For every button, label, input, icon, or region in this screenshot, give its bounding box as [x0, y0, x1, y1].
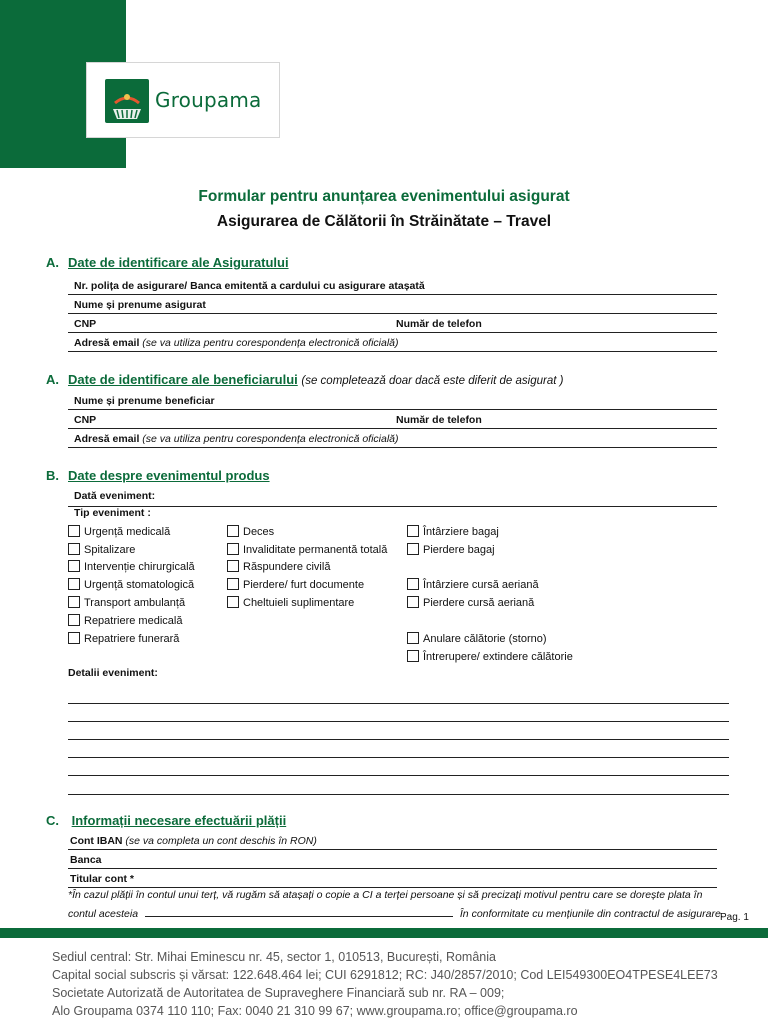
- section-title: Informații necesare efectuării plății: [71, 813, 287, 828]
- section-letter: C.: [46, 813, 59, 828]
- event-details-label: Detalii eveniment:: [68, 667, 158, 679]
- option-label: Cheltuieli suplimentare: [243, 597, 355, 609]
- option-label: Urgență medicală: [84, 526, 171, 538]
- iban-note: (se va completa un cont deschis în RON): [125, 835, 317, 847]
- beneficiary-name-label: Nume și prenume beneficiar: [74, 395, 215, 407]
- section-letter: B.: [46, 468, 59, 483]
- groupama-logo: [86, 62, 280, 138]
- checkbox-raspundere-civila[interactable]: [227, 560, 330, 574]
- phone-label: Număr de telefon: [396, 414, 482, 426]
- checkbox-icon[interactable]: [407, 596, 419, 608]
- checkbox-icon[interactable]: [68, 596, 80, 608]
- section-note: (se completează doar dacă este diferit de asigurat: [301, 375, 557, 387]
- company-footer: [52, 948, 718, 1020]
- checkbox-icon[interactable]: [68, 525, 80, 537]
- option-label: Pierdere cursă aeriană: [423, 597, 535, 609]
- product-title: Asigurarea de Călătorii în Străinătate – Travel: [216, 213, 552, 230]
- details-line-6[interactable]: [68, 794, 729, 795]
- option-label: Întârziere bagaj: [423, 526, 499, 538]
- logo-wordmark: Groupama: [155, 88, 262, 112]
- footer-address: Sediul central: Str. Mihai Eminescu nr. 45, sector 1, 010513, București, România: [52, 950, 496, 964]
- option-label: Anulare călătorie (storno): [423, 633, 547, 645]
- beneficiary-email-field[interactable]: [68, 429, 717, 448]
- insured-cnp-phone-row[interactable]: [68, 314, 717, 333]
- section-letter: A.: [46, 255, 59, 270]
- option-label: Repatriere medicală: [84, 615, 183, 627]
- footer-capital: Capital social subscris și vărsat: 122.648.464 lei; CUI 6291812; RC: J40/2857/2010; Cod LEI549300EO4TPESE4LEE73: [52, 968, 718, 982]
- iban-label: Cont IBAN: [70, 835, 123, 847]
- email-label: Adresă email: [74, 337, 140, 349]
- checkbox-intarziere-bagaj[interactable]: [407, 525, 499, 539]
- checkbox-icon[interactable]: [407, 543, 419, 555]
- checkbox-pierdere-bagaj[interactable]: [407, 543, 495, 557]
- option-label: Pierdere/ furt documente: [243, 579, 365, 591]
- option-label: Repatriere funerară: [84, 633, 180, 645]
- checkbox-anulare-calatorie[interactable]: [407, 632, 547, 646]
- option-label: Întrerupere/ extindere călătorie: [423, 651, 573, 663]
- option-label: Răspundere civilă: [243, 561, 331, 573]
- footer-authorization: Societate Autorizată de Autoritatea de Supraveghere Financiară sub nr. RA – 009;: [52, 986, 505, 1000]
- checkbox-icon[interactable]: [68, 578, 80, 590]
- checkbox-pierdere-cursa[interactable]: [407, 596, 534, 610]
- option-label: Intervenție chirurgicală: [84, 561, 195, 573]
- footnote-prefix: contul acesteia: [68, 908, 139, 920]
- footer-green-bar: [0, 928, 768, 938]
- checkbox-deces[interactable]: [227, 525, 274, 539]
- beneficiary-cnp-phone-row[interactable]: [68, 410, 717, 429]
- account-holder-field[interactable]: [68, 869, 717, 888]
- beneficiary-name-field[interactable]: [68, 391, 717, 410]
- option-label: Deces: [243, 526, 275, 538]
- insured-name-field[interactable]: [68, 295, 717, 314]
- bank-label: Banca: [70, 854, 102, 866]
- checkbox-pierdere-documente[interactable]: [227, 578, 364, 592]
- option-label: Spitalizare: [84, 544, 136, 556]
- section-letter: A.: [46, 372, 59, 387]
- checkbox-icon[interactable]: [227, 543, 239, 555]
- email-note: (se va utiliza pentru corespondența electronică oficială): [142, 433, 399, 445]
- phone-label: Număr de telefon: [396, 318, 482, 330]
- email-label: Adresă email: [74, 433, 140, 445]
- checkbox-intrerupere-calatorie[interactable]: [407, 650, 573, 664]
- cnp-label: CNP: [74, 414, 97, 426]
- section-title: Date de identificare ale Asiguratului: [68, 255, 289, 270]
- section-c-header: [46, 813, 286, 828]
- bank-field[interactable]: [68, 850, 717, 869]
- checkbox-invaliditate[interactable]: [227, 543, 387, 557]
- third-party-footnote-line2: [68, 907, 724, 920]
- option-label: Pierdere bagaj: [423, 544, 495, 556]
- section-title: Date de identificare ale beneficiarului: [68, 372, 298, 387]
- details-line-4[interactable]: [68, 757, 729, 758]
- option-label: Transport ambulanță: [84, 597, 186, 609]
- checkbox-icon[interactable]: [227, 578, 239, 590]
- checkbox-icon[interactable]: [68, 543, 80, 555]
- third-party-footnote: *În cazul plății în contul unui terț, vă rugăm să atașați o copie a CI a terței persoane și să precizați motivul pentru care se dorește plata în: [68, 889, 703, 901]
- checkbox-icon[interactable]: [227, 596, 239, 608]
- details-line-5[interactable]: [68, 775, 729, 776]
- details-line-1[interactable]: [68, 703, 729, 704]
- insured-email-field[interactable]: [68, 333, 717, 352]
- policy-number-label: Nr. polița de asigurare/ Banca emitentă a cardului cu asigurare atașată: [74, 280, 425, 292]
- checkbox-icon[interactable]: [407, 650, 419, 662]
- checkbox-urgenta-stomatologica[interactable]: [68, 578, 194, 592]
- checkbox-icon[interactable]: [407, 525, 419, 537]
- section-a-beneficiary-header: [46, 372, 563, 387]
- event-date-label: Dată eveniment:: [74, 490, 156, 502]
- checkbox-repatriere-medicala[interactable]: [68, 614, 182, 628]
- event-type-label: Tip eveniment :: [74, 507, 151, 519]
- checkbox-icon[interactable]: [68, 560, 80, 572]
- policy-number-field[interactable]: [68, 276, 717, 295]
- details-line-2[interactable]: [68, 721, 729, 722]
- checkbox-spitalizare[interactable]: [68, 543, 135, 557]
- checkbox-interventie-chirurgicala[interactable]: [68, 560, 195, 574]
- section-title: Date despre evenimentul produs: [68, 468, 270, 483]
- checkbox-icon[interactable]: [68, 632, 80, 644]
- checkbox-icon[interactable]: [227, 525, 239, 537]
- iban-field[interactable]: [68, 831, 717, 850]
- checkbox-icon[interactable]: [407, 578, 419, 590]
- account-holder-label: Titular cont *: [70, 873, 134, 885]
- email-note: (se va utiliza pentru corespondența electronică oficială): [142, 337, 399, 349]
- option-label: Întârziere cursă aeriană: [423, 579, 539, 591]
- footnote-suffix: În conformitate cu mențiunile din contractul de asigurare.: [459, 908, 724, 920]
- checkbox-intarziere-cursa[interactable]: [407, 578, 539, 592]
- checkbox-icon[interactable]: [68, 614, 80, 626]
- checkbox-icon[interactable]: [407, 632, 419, 644]
- cnp-label: CNP: [74, 318, 97, 330]
- section-b-header: [46, 468, 270, 483]
- form-title: Formular pentru anunțarea evenimentului asigurat: [198, 188, 570, 205]
- insured-name-label: Nume și prenume asigurat: [74, 299, 206, 311]
- checkbox-icon[interactable]: [227, 560, 239, 572]
- page-number: Pag. 1: [720, 912, 749, 923]
- event-date-field[interactable]: [68, 488, 717, 507]
- checkbox-transport-ambulanta[interactable]: [68, 596, 185, 610]
- checkbox-repatriere-funerara[interactable]: [68, 632, 179, 646]
- footer-contact: Alo Groupama 0374 110 110; Fax: 0040 21 310 99 67; www.groupama.ro; office@groupama.ro: [52, 1004, 578, 1018]
- section-a-insured-header: [46, 255, 289, 270]
- reason-input-line[interactable]: [145, 907, 453, 917]
- checkbox-urgenta-medicala[interactable]: [68, 525, 170, 539]
- option-label: Invaliditate permanentă totală: [243, 544, 388, 556]
- checkbox-cheltuieli-suplimentare[interactable]: [227, 596, 354, 610]
- details-line-3[interactable]: [68, 739, 729, 740]
- section-note-close: ): [559, 375, 564, 387]
- option-label: Urgență stomatologică: [84, 579, 195, 591]
- groupama-emblem-icon: [105, 79, 149, 123]
